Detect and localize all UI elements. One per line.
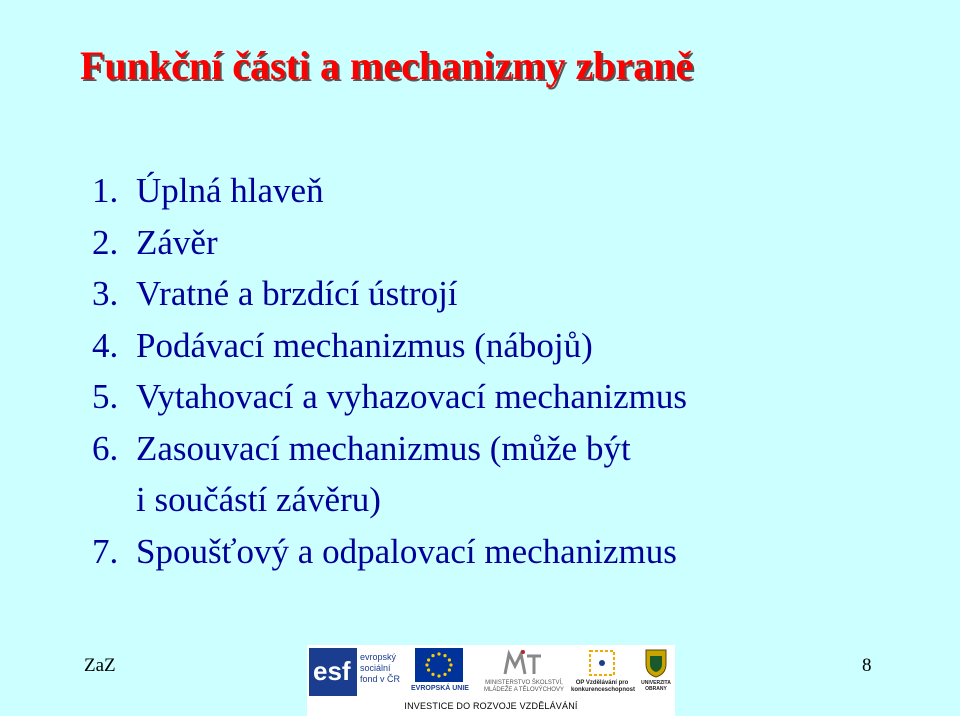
msmt-logo	[479, 648, 569, 696]
list-item	[92, 371, 687, 423]
item-number: 3.	[92, 274, 119, 313]
op-logo-caption: OP Vzdělávání pro konkurenceschopnost	[571, 680, 636, 693]
item-number: 1.	[92, 171, 119, 210]
item-number: 6.	[92, 428, 119, 468]
op-logo	[571, 648, 636, 696]
item-text: Podávací mechanizmus (nábojů)	[136, 325, 593, 365]
msmt-logo-caption: MINISTERSTVO ŠKOLSTVÍ, MLÁDEŽE A TĚLOVÝCHOVY	[484, 680, 564, 693]
eu-logo-caption: EVROPSKÁ UNIE	[411, 685, 469, 692]
list-item	[92, 526, 687, 578]
list-item	[92, 423, 687, 475]
eu-logo	[407, 648, 473, 696]
item-text: Zasouvací mechanizmus (může být	[136, 428, 631, 468]
investment-banner: INVESTICE DO ROZVOJE VZDĚLÁVÁNÍ	[404, 701, 578, 711]
list-item	[92, 268, 687, 320]
item-text: Vratné a brzdící ústrojí	[136, 274, 458, 313]
list-item	[92, 217, 687, 269]
item-text: Závěr	[136, 222, 218, 262]
item-number: 7.	[92, 531, 119, 571]
esf-logo-mark: esf	[313, 656, 351, 686]
item-number: 5.	[92, 377, 119, 416]
university-logo	[637, 648, 675, 696]
op-mark-icon	[587, 648, 617, 678]
item-text: Úplná hlaveň	[136, 171, 324, 210]
eu-flag-icon	[415, 648, 463, 682]
list-item-continuation	[92, 474, 687, 526]
page-number: 8	[862, 655, 872, 676]
footer-author: ZaZ	[84, 655, 116, 676]
slide-title: Funkční části a mechanizmy zbraně	[80, 43, 694, 88]
logo-row	[307, 645, 675, 699]
list-item	[92, 165, 687, 217]
esf-logo-text: evropský sociální fond v ČR	[360, 652, 401, 684]
item-text: i součástí závěru)	[136, 480, 381, 519]
shield-icon	[644, 648, 668, 678]
content-list	[92, 165, 687, 577]
esf-logo	[309, 648, 403, 696]
msmt-mark-icon	[501, 648, 545, 678]
university-logo-caption: UNIVERZITA OBRANY	[641, 680, 671, 692]
item-text: Spoušťový a odpalovací mechanizmus	[136, 531, 677, 571]
item-number: 4.	[92, 325, 119, 365]
funding-logo-bar	[307, 645, 675, 716]
item-number: 2.	[92, 222, 119, 262]
list-item	[92, 320, 687, 372]
item-text: Vytahovací a vyhazovací mechanizmus	[136, 377, 688, 416]
